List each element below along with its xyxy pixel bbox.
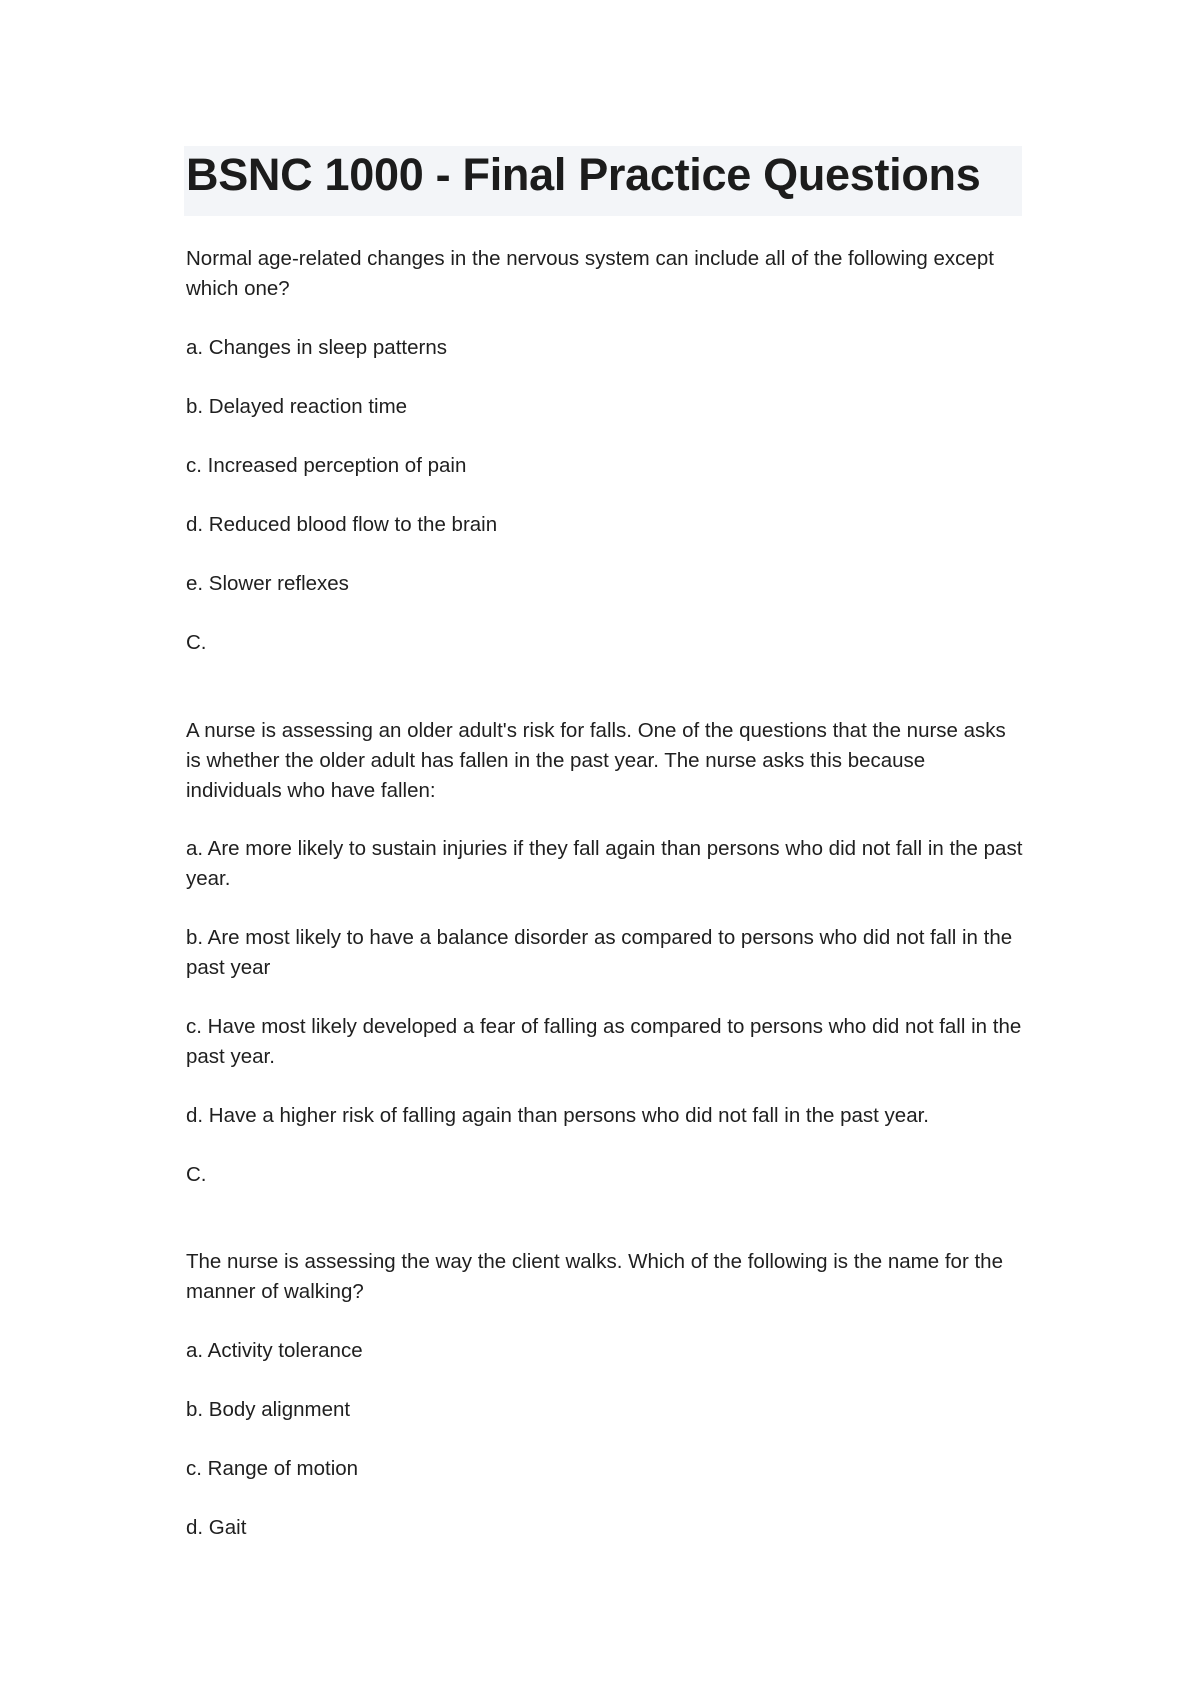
question-1-option-a: a. Changes in sleep patterns (186, 336, 447, 359)
question-2-option-c: c. Have most likely developed a fear of falling as compared to persons who did not fall in the past year. (186, 1015, 1022, 1068)
question-3-option-c: c. Range of motion (186, 1457, 359, 1480)
question-1-option-b: b. Delayed reaction time (186, 395, 408, 418)
question-2-option-d: d. Have a higher risk of falling again than persons who did not fall in the past year. (186, 1104, 930, 1127)
question-1-answer: C. (186, 631, 207, 654)
question-2-answer: C. (186, 1163, 207, 1186)
question-1-option-e: e. Slower reflexes (186, 572, 349, 595)
question-3-option-a: a. Activity tolerance (186, 1339, 363, 1362)
question-3-option-b: b. Body alignment (186, 1398, 351, 1421)
question-2-option-b: b. Are most likely to have a balance disorder as compared to persons who did not fall in the past year (186, 926, 1013, 979)
question-3-option-d: d. Gait (186, 1516, 247, 1539)
question-1-option-c: c. Increased perception of pain (186, 454, 467, 477)
page-title: BSNC 1000 - Final Practice Questions (186, 149, 981, 200)
question-2-option-a: a. Are more likely to sustain injuries if they fall again than persons who did not fall in the past year. (186, 837, 1023, 890)
question-1-option-d: d. Reduced blood flow to the brain (186, 513, 498, 536)
question-3-prompt: The nurse is assessing the way the client walks. Which of the following is the name for the manner of walking? (186, 1250, 1003, 1303)
question-2-prompt: A nurse is assessing an older adult's risk for falls. One of the questions that the nurse asks is whether the older adult has fallen in the past year. The nurse asks this because individuals who have fallen: (186, 719, 1006, 802)
question-1-prompt: Normal age-related changes in the nervous system can include all of the following except which one? (186, 247, 994, 300)
